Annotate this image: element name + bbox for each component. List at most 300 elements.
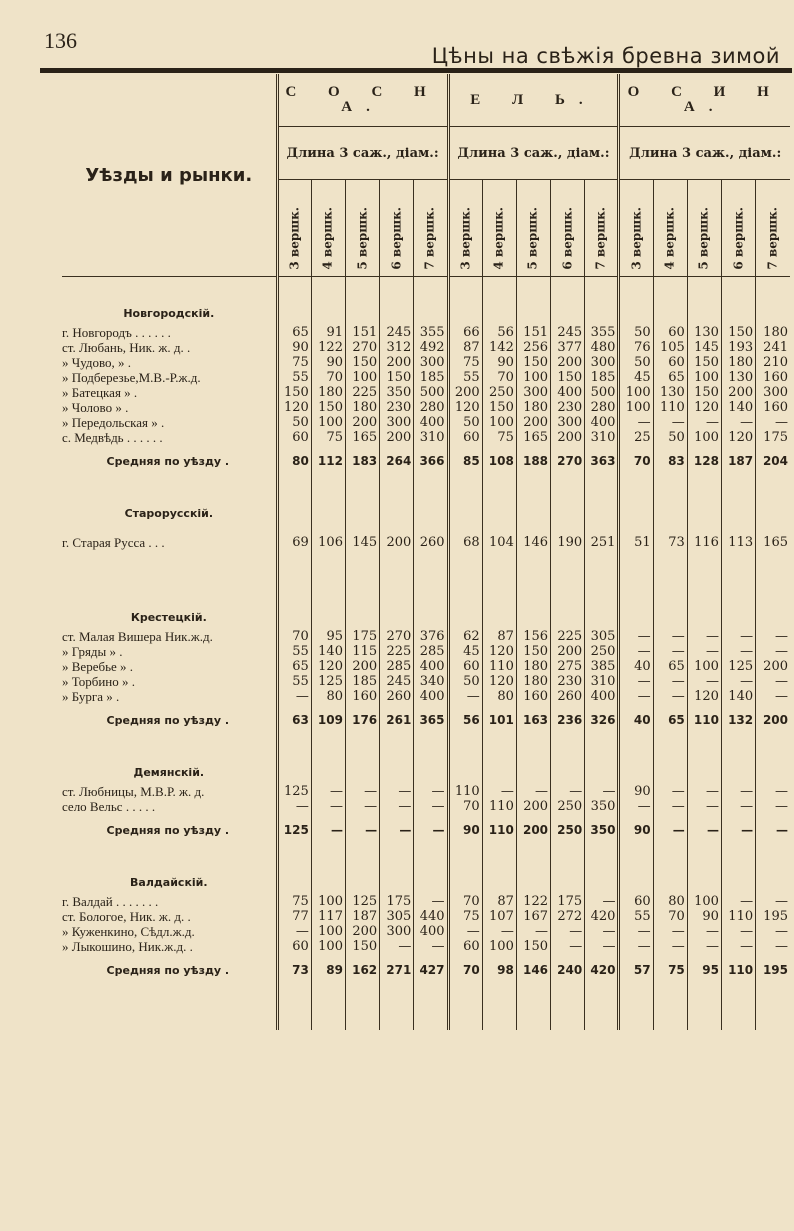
price-cell: —	[619, 799, 653, 814]
price-cell: 150	[482, 400, 516, 415]
price-cell: —	[311, 784, 345, 799]
table-row	[62, 430, 790, 445]
price-cell: 75	[448, 909, 482, 924]
price-cell: —	[277, 689, 311, 704]
price-cell: 200	[551, 644, 585, 659]
price-cell: 55	[277, 674, 311, 689]
average-cell: 240	[551, 954, 585, 986]
price-cell: —	[687, 924, 721, 939]
price-cell: 60	[277, 430, 311, 445]
market-name: » Веребье » .	[62, 659, 134, 674]
average-cell: 132	[721, 704, 755, 736]
price-cell: 300	[414, 355, 448, 370]
price-cell: 50	[277, 415, 311, 430]
price-cell: 150	[516, 644, 550, 659]
price-cell: 105	[653, 340, 687, 355]
price-cell: 100	[345, 370, 379, 385]
average-cell: 110	[687, 704, 721, 736]
market-name: » Подберезье,М.В.-Р.ж.д.	[62, 370, 201, 385]
price-cell: 200	[345, 924, 379, 939]
section-title: Новгородскій.	[123, 307, 215, 320]
table-row	[62, 689, 790, 704]
price-cell: —	[414, 939, 448, 954]
price-cell: —	[585, 924, 619, 939]
species-header-pine: С О С Н А.	[277, 74, 448, 127]
price-cell: 50	[448, 674, 482, 689]
price-cell: 55	[277, 370, 311, 385]
price-cell: 65	[653, 370, 687, 385]
average-cell: 350	[585, 814, 619, 846]
price-cell: 100	[482, 415, 516, 430]
diameter-label: 4 вершк.	[491, 207, 506, 270]
price-cell: 251	[585, 525, 619, 559]
price-cell: 60	[448, 659, 482, 674]
market-name: г. Новгородъ . . . . . .	[62, 325, 171, 340]
price-cell: 270	[345, 340, 379, 355]
price-cell: 355	[414, 325, 448, 340]
market-name: » Передольская » .	[62, 415, 165, 430]
price-cell: 45	[619, 370, 653, 385]
price-cell: 200	[551, 430, 585, 445]
price-cell: 51	[619, 525, 653, 559]
diameter-label: 5 вершк.	[696, 207, 711, 270]
average-cell: 146	[516, 954, 550, 986]
price-cell: 100	[311, 415, 345, 430]
average-cell: 56	[448, 704, 482, 736]
price-cell: 500	[585, 385, 619, 400]
average-cell: 109	[311, 704, 345, 736]
price-cell: —	[619, 939, 653, 954]
price-cell: 300	[380, 415, 414, 430]
price-cell: —	[756, 939, 790, 954]
price-cell: —	[551, 924, 585, 939]
price-cell: —	[687, 644, 721, 659]
diameter-header	[619, 180, 653, 277]
price-cell: 175	[551, 894, 585, 909]
section-title-row	[62, 477, 790, 525]
diameter-header	[448, 180, 482, 277]
price-cell: —	[585, 784, 619, 799]
average-cell: 200	[516, 814, 550, 846]
diameter-label: 3 вершк.	[629, 207, 644, 270]
price-cell: 75	[311, 430, 345, 445]
price-cell: —	[721, 799, 755, 814]
diameter-header	[756, 180, 790, 277]
price-cell: 230	[551, 674, 585, 689]
average-cell: 261	[380, 704, 414, 736]
price-cell: 100	[311, 924, 345, 939]
price-cell: —	[687, 799, 721, 814]
price-cell: 151	[345, 325, 379, 340]
average-cell: 98	[482, 954, 516, 986]
price-cell: 250	[482, 385, 516, 400]
price-cell: —	[380, 784, 414, 799]
price-cell: 300	[585, 355, 619, 370]
price-cell: —	[756, 629, 790, 644]
section-title: Крестецкій.	[130, 611, 207, 624]
price-cell: 50	[448, 415, 482, 430]
species-header-aspen: О С И Н А.	[619, 74, 790, 127]
price-cell: 145	[687, 340, 721, 355]
diameter-label: 4 вершк.	[320, 207, 335, 270]
price-cell: 122	[311, 340, 345, 355]
price-cell: 175	[756, 430, 790, 445]
price-cell: 165	[756, 525, 790, 559]
price-cell: 350	[585, 799, 619, 814]
market-name: ст. Любань, Ник. ж. д. .	[62, 340, 191, 355]
average-cell: 427	[414, 954, 448, 986]
price-table	[62, 74, 790, 1030]
average-cell: —	[345, 814, 379, 846]
price-cell: —	[448, 689, 482, 704]
price-cell: 285	[380, 659, 414, 674]
average-cell: 80	[277, 445, 311, 477]
price-cell: —	[756, 689, 790, 704]
price-cell: —	[721, 894, 755, 909]
price-cell: —	[482, 784, 516, 799]
average-cell: 365	[414, 704, 448, 736]
price-cell: 256	[516, 340, 550, 355]
spacer-row	[62, 1008, 790, 1030]
price-cell: —	[756, 415, 790, 430]
price-cell: —	[277, 799, 311, 814]
price-cell: —	[414, 894, 448, 909]
market-name: село Вельс . . . . .	[62, 799, 156, 814]
average-cell: 83	[653, 445, 687, 477]
price-cell: 150	[516, 355, 550, 370]
table-row	[62, 340, 790, 355]
page-number: 136	[44, 28, 77, 53]
section-title: Валдайскій.	[130, 876, 208, 889]
price-cell: 125	[721, 659, 755, 674]
price-cell: 305	[585, 629, 619, 644]
price-cell: 50	[653, 430, 687, 445]
table-row	[62, 355, 790, 370]
price-cell: 440	[414, 909, 448, 924]
table-row	[62, 415, 790, 430]
average-cell: 57	[619, 954, 653, 986]
price-cell: —	[345, 799, 379, 814]
price-cell: 87	[482, 629, 516, 644]
header-rule	[40, 68, 792, 73]
price-cell: 225	[345, 385, 379, 400]
diameter-header	[482, 180, 516, 277]
price-cell: 80	[311, 689, 345, 704]
price-cell: 120	[687, 689, 721, 704]
price-cell: 100	[687, 894, 721, 909]
price-cell: 185	[585, 370, 619, 385]
price-cell: —	[721, 939, 755, 954]
table-row	[62, 674, 790, 689]
price-cell: 245	[380, 325, 414, 340]
diameter-label: 3 вершк.	[458, 207, 473, 270]
price-cell: 165	[345, 430, 379, 445]
price-cell: 69	[277, 525, 311, 559]
average-cell: —	[414, 814, 448, 846]
average-cell: 271	[380, 954, 414, 986]
average-cell: 270	[551, 445, 585, 477]
price-cell: 140	[721, 400, 755, 415]
price-cell: 90	[482, 355, 516, 370]
price-cell: 110	[448, 784, 482, 799]
market-name: г. Старая Русса . . .	[62, 534, 165, 550]
price-cell: 70	[482, 370, 516, 385]
price-cell: 200	[448, 385, 482, 400]
price-cell: 146	[516, 525, 550, 559]
price-cell: —	[585, 939, 619, 954]
average-cell: 110	[721, 954, 755, 986]
price-cell: 300	[380, 924, 414, 939]
section-title-row	[62, 581, 790, 629]
price-cell: 272	[551, 909, 585, 924]
average-cell: 110	[482, 814, 516, 846]
market-name: » Чолово » .	[62, 400, 129, 415]
price-cell: 185	[414, 370, 448, 385]
price-cell: 120	[721, 430, 755, 445]
average-cell: 187	[721, 445, 755, 477]
price-cell: 120	[448, 400, 482, 415]
label-column-header: Уѣзды и рынки.	[62, 74, 277, 277]
average-cell: —	[687, 814, 721, 846]
market-name: ст. Бологое, Ник. ж. д. .	[62, 909, 191, 924]
average-cell: 236	[551, 704, 585, 736]
market-name: » Чудово, » .	[62, 355, 132, 370]
average-cell: 63	[277, 704, 311, 736]
price-cell: 200	[551, 355, 585, 370]
price-cell: 62	[448, 629, 482, 644]
average-cell: 204	[756, 445, 790, 477]
price-cell: —	[653, 939, 687, 954]
price-cell: 245	[380, 674, 414, 689]
price-cell: 150	[345, 939, 379, 954]
price-cell: 60	[277, 939, 311, 954]
price-cell: —	[414, 799, 448, 814]
average-cell: 366	[414, 445, 448, 477]
price-cell: 110	[721, 909, 755, 924]
price-cell: —	[551, 939, 585, 954]
average-cell: 108	[482, 445, 516, 477]
price-cell: 150	[380, 370, 414, 385]
price-cell: —	[756, 784, 790, 799]
price-cell: 55	[277, 644, 311, 659]
price-cell: 420	[585, 909, 619, 924]
price-cell: —	[687, 784, 721, 799]
price-cell: 400	[551, 385, 585, 400]
price-cell: 70	[311, 370, 345, 385]
price-cell: 60	[653, 355, 687, 370]
price-cell: 210	[756, 355, 790, 370]
table-row	[62, 325, 790, 340]
price-cell: 87	[448, 340, 482, 355]
price-cell: 300	[516, 385, 550, 400]
price-cell: 167	[516, 909, 550, 924]
price-cell: 200	[345, 659, 379, 674]
average-cell: —	[721, 814, 755, 846]
average-cell: 95	[687, 954, 721, 986]
price-cell: —	[721, 924, 755, 939]
price-cell: 50	[619, 325, 653, 340]
price-cell: 310	[414, 430, 448, 445]
price-cell: 260	[414, 525, 448, 559]
price-cell: 200	[516, 799, 550, 814]
price-cell: 106	[311, 525, 345, 559]
diameter-label: 7 вершк.	[422, 207, 437, 270]
average-cell: 163	[516, 704, 550, 736]
price-cell: 130	[687, 325, 721, 340]
diameter-header	[653, 180, 687, 277]
price-cell: 400	[585, 415, 619, 430]
price-cell: —	[653, 415, 687, 430]
average-cell: 70	[448, 954, 482, 986]
average-cell: —	[653, 814, 687, 846]
diameter-header	[516, 180, 550, 277]
price-cell: —	[721, 674, 755, 689]
diameter-header	[311, 180, 345, 277]
price-cell: 117	[311, 909, 345, 924]
price-cell: 156	[516, 629, 550, 644]
price-cell: —	[516, 784, 550, 799]
price-cell: 190	[551, 525, 585, 559]
price-cell: 60	[448, 430, 482, 445]
average-cell: —	[380, 814, 414, 846]
price-cell: 113	[721, 525, 755, 559]
price-cell: 100	[619, 400, 653, 415]
diameter-label: 3 вершк.	[287, 207, 302, 270]
price-cell: 250	[585, 644, 619, 659]
price-cell: 80	[482, 689, 516, 704]
price-cell: —	[380, 939, 414, 954]
price-cell: —	[619, 415, 653, 430]
table-row	[62, 939, 790, 954]
price-cell: 310	[585, 430, 619, 445]
price-cell: 310	[585, 674, 619, 689]
price-cell: 160	[516, 689, 550, 704]
price-cell: 180	[516, 674, 550, 689]
price-cell: 225	[551, 629, 585, 644]
price-cell: 140	[721, 689, 755, 704]
price-cell: 355	[585, 325, 619, 340]
table-row	[62, 400, 790, 415]
price-cell: 180	[516, 400, 550, 415]
market-name: ст. Малая Вишера Ник.ж.д.	[62, 629, 213, 644]
price-cell: 95	[311, 629, 345, 644]
market-name: » Гряды » .	[62, 644, 123, 659]
price-cell: 150	[277, 385, 311, 400]
price-cell: 492	[414, 340, 448, 355]
price-cell: 160	[756, 400, 790, 415]
price-cell: 180	[345, 400, 379, 415]
price-cell: 150	[721, 325, 755, 340]
price-cell: 100	[687, 659, 721, 674]
price-cell: 400	[414, 924, 448, 939]
price-cell: —	[756, 924, 790, 939]
price-cell: 50	[619, 355, 653, 370]
price-cell: 91	[311, 325, 345, 340]
price-cell: 120	[482, 674, 516, 689]
average-cell: 70	[619, 445, 653, 477]
price-cell: —	[277, 924, 311, 939]
price-cell: 187	[345, 909, 379, 924]
price-cell: 275	[551, 659, 585, 674]
price-cell: —	[345, 784, 379, 799]
average-cell: 90	[448, 814, 482, 846]
price-cell: 300	[756, 385, 790, 400]
price-cell: 116	[687, 525, 721, 559]
price-cell: 230	[380, 400, 414, 415]
diameter-header	[414, 180, 448, 277]
price-cell: 200	[756, 659, 790, 674]
price-cell: 150	[516, 939, 550, 954]
price-cell: 150	[687, 355, 721, 370]
diameter-label: 6 вершк.	[731, 207, 746, 270]
diameter-header	[721, 180, 755, 277]
table-row	[62, 659, 790, 674]
price-cell: 100	[311, 939, 345, 954]
price-cell: 200	[516, 415, 550, 430]
price-cell: 400	[585, 689, 619, 704]
price-cell: 120	[311, 659, 345, 674]
price-cell: 285	[414, 644, 448, 659]
price-cell: —	[756, 674, 790, 689]
price-cell: 145	[345, 525, 379, 559]
price-cell: 376	[414, 629, 448, 644]
price-cell: 377	[551, 340, 585, 355]
table-row	[62, 629, 790, 644]
price-cell: 300	[551, 415, 585, 430]
price-cell: —	[414, 784, 448, 799]
average-cell: 73	[277, 954, 311, 986]
price-cell: 45	[448, 644, 482, 659]
price-cell: —	[619, 629, 653, 644]
price-cell: 77	[277, 909, 311, 924]
price-cell: 90	[687, 909, 721, 924]
price-cell: 122	[516, 894, 550, 909]
price-cell: —	[756, 894, 790, 909]
price-cell: —	[653, 629, 687, 644]
spacer-row	[62, 559, 790, 581]
average-label: Средняя по уѣзду .	[106, 454, 230, 468]
price-cell: —	[311, 799, 345, 814]
diameter-label: 6 вершк.	[560, 207, 575, 270]
price-cell: 200	[380, 355, 414, 370]
price-cell: 260	[551, 689, 585, 704]
price-cell: —	[653, 924, 687, 939]
price-cell: —	[619, 644, 653, 659]
price-cell: 40	[619, 659, 653, 674]
price-cell: 60	[653, 325, 687, 340]
average-cell: 264	[380, 445, 414, 477]
price-cell: 65	[277, 659, 311, 674]
price-cell: —	[619, 689, 653, 704]
price-cell: 90	[277, 340, 311, 355]
spacer-row	[62, 986, 790, 1008]
average-cell: 162	[345, 954, 379, 986]
length-header-spruce: Длина 3 саж., діам.:	[448, 127, 619, 180]
price-cell: —	[653, 689, 687, 704]
price-cell: 70	[277, 629, 311, 644]
section-title-row	[62, 277, 790, 326]
price-cell: 260	[380, 689, 414, 704]
section-title: Демянскій.	[133, 766, 205, 779]
market-name: с. Медвѣдь . . . . . .	[62, 430, 163, 445]
price-cell: 165	[516, 430, 550, 445]
average-cell: 200	[756, 704, 790, 736]
table-row	[62, 385, 790, 400]
price-cell: 200	[345, 415, 379, 430]
price-cell: 180	[721, 355, 755, 370]
price-cell: 25	[619, 430, 653, 445]
price-cell: 150	[551, 370, 585, 385]
